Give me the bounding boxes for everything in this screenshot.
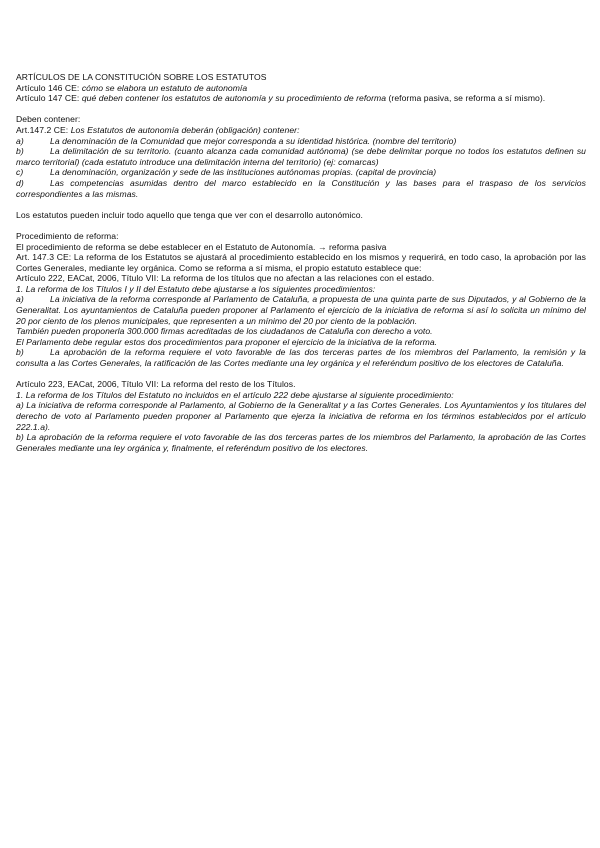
art223-item-a: a) La iniciativa de reforma corresponde al Parlamento, al Gobierno de la Generalitat y a las Cortes Generales. Los Ayuntamientos y los titulares del derecho de voto al Parlamento pueden proponer al Parlamento que ejerza la iniciativa de reforma en los términos establecidos por el artículo 222.1.a). xyxy=(16,400,586,432)
list-item-a-text: La denominación de la Comunidad que mejor corresponda a su identidad histórica. (nombre del territorio) xyxy=(50,135,457,146)
art222-item-a xyxy=(16,294,586,326)
art147-line xyxy=(16,93,586,104)
list-item-b-text: La delimitación de su territorio. (cuanto alcanza cada comunidad autónoma) (se debe delimitar porque no todos los estatutos definen su marco territorial) (cada estatuto introduce una delimitación interna del territorio) (ej: comarcas) xyxy=(16,146,586,167)
art146-ref: Artículo 146 CE: xyxy=(16,82,82,93)
art223-1-line: 1. La reforma de los Títulos del Estatuto no incluidos en el artículo 222 debe ajustarse al siguiente procedimiento: xyxy=(16,389,454,400)
art147-note: (reforma pasiva, se reforma a sí mismo). xyxy=(386,93,546,104)
document-title: ARTÍCULOS DE LA CONSTITUCIÓN SOBRE LOS ESTATUTOS xyxy=(16,72,267,82)
art222-1-line: 1. La reforma de los Títulos I y II del Estatuto debe ajustarse a los siguientes procedimientos: xyxy=(16,283,376,294)
art222-item-b xyxy=(16,347,586,368)
list-item-d-label: d) xyxy=(16,177,24,188)
art147-3-paragraph: Art. 147.3 CE: La reforma de los Estatutos se ajustará al procedimiento establecido en los mismos y requerirá, en todo caso, la aprobación por las Cortes Generales, mediante ley orgánica. Como se reforma a sí misma, el propio estatuto establece que: xyxy=(16,252,586,273)
art223-item-b: b) La aprobación de la reforma requiere el voto favorable de las dos terceras partes de los miembros del Parlamento, la aprobación de las Cortes Generales mediante una ley orgánica y, finalmente, el referéndum positivo de los electores. xyxy=(16,432,586,453)
art223-heading: Artículo 223, EACat, 2006, Título VII: La reforma del resto de los Títulos. xyxy=(16,379,296,390)
deben-heading: Deben contener: xyxy=(16,114,81,125)
art147-text: qué deben contener los estatutos de autonomía y su procedimiento de reforma xyxy=(81,93,387,104)
list-item-c-text: La denominación, organización y sede de las instituciones autónomas propias. (capital de provincia) xyxy=(50,167,437,178)
list-item-a-label: a) xyxy=(16,135,24,146)
art222-regular: El Parlamento debe regular estos dos procedimientos para proponer el ejercicio de la iniciativa de la reforma. xyxy=(16,336,438,347)
art222-item-b-text: La aprobación de la reforma requiere el voto favorable de las dos terceras partes de los miembros del Parlamento, la remisión y la consulta a las Cortes Generales, la ratificación de las Cortes mediante una ley orgánica y el referéndum positivo de los electores de Cataluña. xyxy=(16,347,586,369)
art147-2-line xyxy=(16,125,586,136)
list-item-b-label: b) xyxy=(16,146,24,157)
incluir-paragraph: Los estatutos pueden incluir todo aquello que tenga que ver con el desarrollo autonómico. xyxy=(16,209,363,220)
art222-firmas: También pueden proponerla 300.000 firmas acreditadas de los ciudadanos de Cataluña con derecho a voto. xyxy=(16,326,433,337)
art222-item-b-label: b) xyxy=(16,347,24,358)
art222-heading: Artículo 222, EACat, 2006, Título VII: La reforma de los títulos que no afectan a las relaciones con el estado. xyxy=(16,273,435,284)
list-item-c xyxy=(16,167,586,178)
procedimiento-heading: Procedimiento de reforma: xyxy=(16,230,119,241)
art146-text: cómo se elabora un estatuto de autonomía xyxy=(81,82,248,93)
art222-item-a-text: La iniciativa de la reforma corresponde al Parlamento de Cataluña, a propuesta de una quinta parte de sus Diputados, y al Gobierno de la Generalitat. Los ayuntamientos de Cataluña pueden proponer al Parlamento el ejercicio de la iniciativa de reforma si así lo solicita un mínimo del 20 por ciento de los plenos municipales, que representen a un mínimo del 20 por ciento de la población. xyxy=(16,294,586,326)
art147-2-intro: Los Estatutos de autonomía deberán (obligación) contener: xyxy=(70,124,300,135)
art146-line xyxy=(16,83,586,94)
procedimiento-line1: El procedimiento de reforma se debe establecer en el Estatuto de Autonomía. → reforma pasiva xyxy=(16,241,387,252)
art147-ref: Artículo 147 CE: xyxy=(16,93,82,104)
list-item-b xyxy=(16,146,586,167)
list-item-d xyxy=(16,178,586,199)
list-item-c-label: c) xyxy=(16,167,24,178)
art147-2-ref: Art.147.2 CE: xyxy=(16,124,71,135)
list-item-d-text: Las competencias asumidas dentro del marco establecido en la Constitución y las bases para el traspaso de los servicios correspondientes a las mismas. xyxy=(16,177,586,199)
list-item-a xyxy=(16,136,586,147)
art222-item-a-label: a) xyxy=(16,294,24,305)
